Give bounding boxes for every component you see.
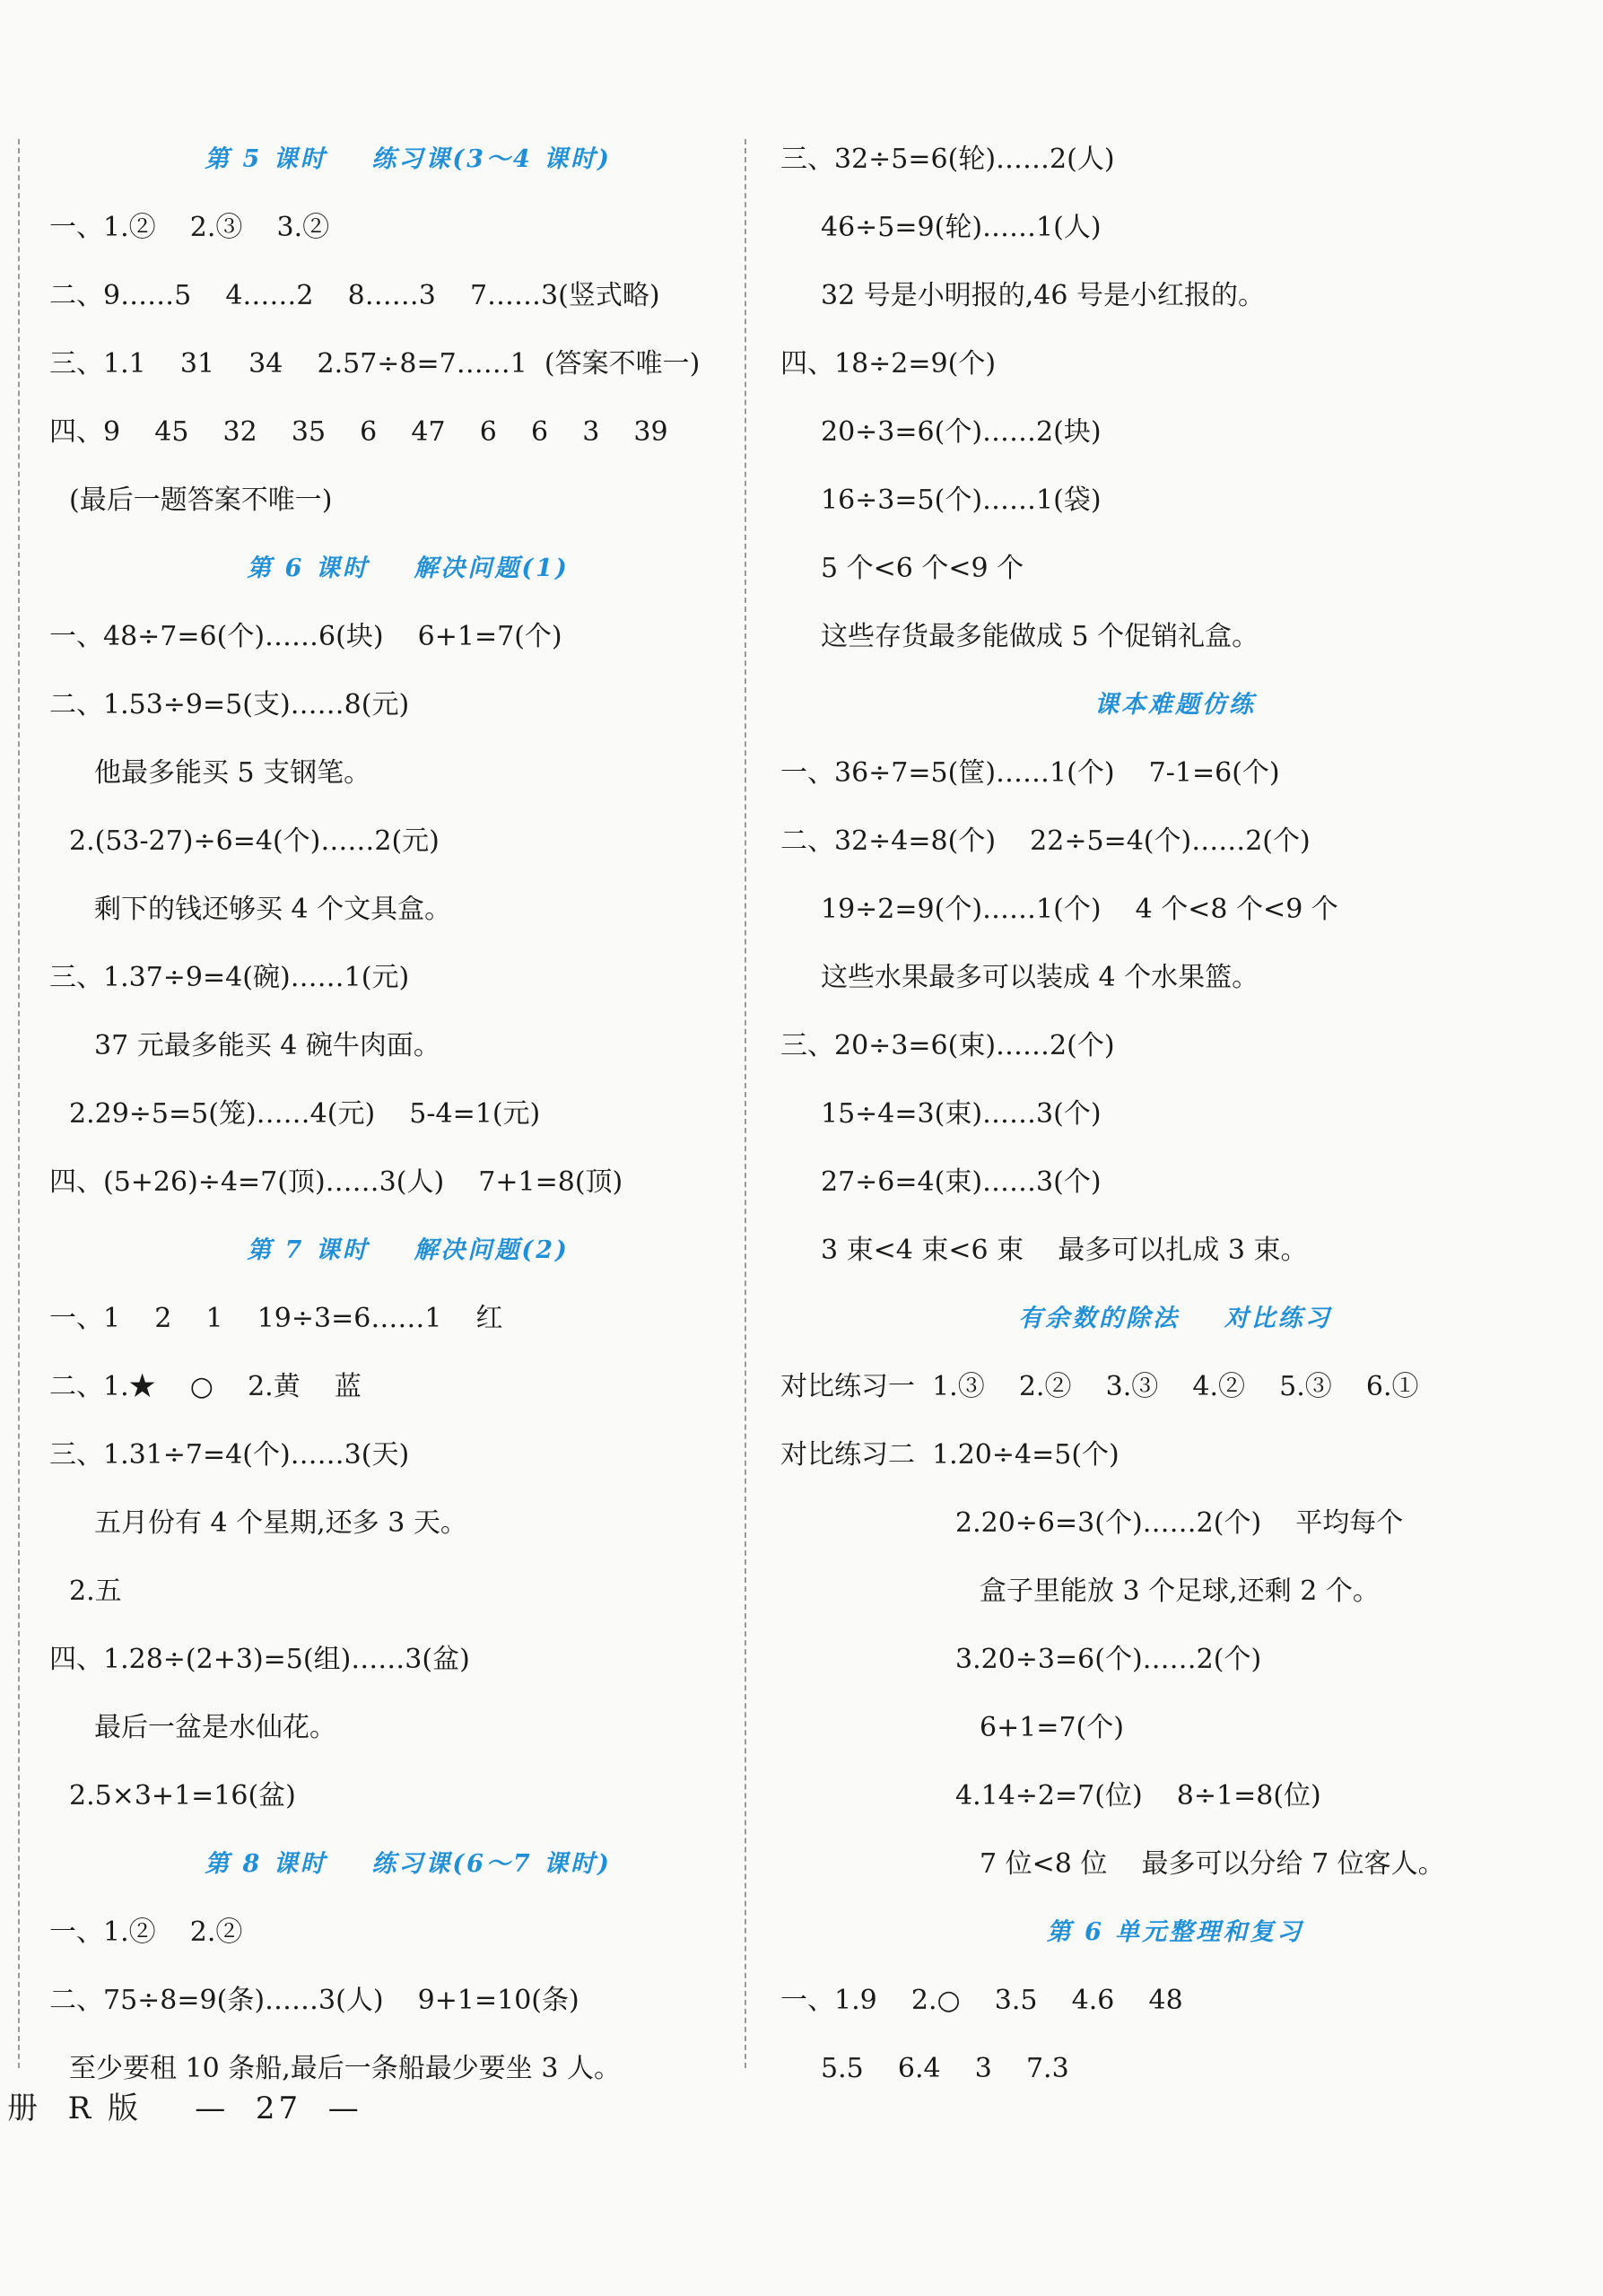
answer-line: 15÷4=3(束)……3(个) — [821, 1098, 1102, 1130]
column-divider — [745, 139, 746, 2068]
answer-line: (最后一题答案不唯一) — [69, 485, 333, 516]
answer-line: 2.20÷6=3(个)……2(个) 平均每个 — [955, 1507, 1404, 1539]
answer-line: 5.5 6.4 3 7.3 — [821, 2053, 1069, 2084]
left-margin-rule — [18, 139, 20, 2068]
answer-line: 四、(5+26)÷4=7(顶)……3(人) 7+1=8(顶) — [49, 1166, 623, 1198]
answer-line: 三、1.37÷9=4(碗)……1(元) — [49, 962, 410, 993]
answer-line: 五月份有 4 个星期,还多 3 天。 — [94, 1507, 467, 1539]
answer-line: 二、32÷4=8(个) 22÷5=4(个)……2(个) — [780, 825, 1311, 857]
answer-line: 四、9 45 32 35 6 47 6 6 3 39 — [49, 416, 668, 448]
answer-line: 6+1=7(个) — [980, 1712, 1124, 1743]
page-footer: 册 R 版 — 27 — — [7, 2091, 362, 2126]
answer-line: 对比练习一 1.③ 2.② 3.③ 4.② 5.③ 6.① — [780, 1371, 1419, 1402]
answer-line: 一、1.② 2.③ 3.② — [49, 212, 330, 243]
answer-line: 7 位<8 位 最多可以分给 7 位客人。 — [980, 1848, 1445, 1880]
section-heading: 第 6 单元整理和复习 — [1046, 1918, 1304, 1946]
section-heading: 第 8 课时 练习课(6～7 课时) — [205, 1850, 612, 1878]
answer-line: 5 个<6 个<9 个 — [821, 553, 1024, 584]
answer-line: 这些水果最多可以装成 4 个水果篮。 — [821, 962, 1259, 993]
answer-line: 2.5×3+1=16(盆) — [69, 1780, 296, 1811]
answer-line: 19÷2=9(个)……1(个) 4 个<8 个<9 个 — [821, 894, 1338, 925]
answer-line: 二、1.★ ○ 2.黄 蓝 — [49, 1371, 362, 1402]
answer-line: 4.14÷2=7(位) 8÷1=8(位) — [955, 1780, 1321, 1811]
answer-line: 他最多能买 5 支钢笔。 — [94, 757, 371, 789]
answer-line: 37 元最多能买 4 碗牛肉面。 — [94, 1030, 440, 1061]
answer-line: 三、1.1 31 34 2.57÷8=7……1 (答案不唯一) — [49, 348, 701, 380]
answer-line: 3 束<4 束<6 束 最多可以扎成 3 束。 — [821, 1235, 1308, 1266]
section-heading: 有余数的除法 对比练习 — [1018, 1305, 1332, 1332]
answer-line: 至少要租 10 条船,最后一条船最少要坐 3 人。 — [69, 2053, 621, 2084]
answer-line: 2.五 — [69, 1576, 122, 1607]
answer-line: 一、1 2 1 19÷3=6……1 红 — [49, 1303, 503, 1334]
answer-line: 一、48÷7=6(个)……6(块) 6+1=7(个) — [49, 621, 562, 652]
answer-line: 二、1.53÷9=5(支)……8(元) — [49, 689, 410, 720]
section-heading: 课本难题仿练 — [1094, 691, 1256, 719]
answer-line: 盒子里能放 3 个足球,还剩 2 个。 — [980, 1576, 1380, 1607]
answer-line: 剩下的钱还够买 4 个文具盒。 — [94, 894, 452, 925]
answer-line: 3.20÷3=6(个)……2(个) — [955, 1644, 1262, 1675]
section-heading: 第 7 课时 解决问题(2) — [247, 1236, 570, 1264]
answer-line: 46÷5=9(轮)……1(人) — [821, 212, 1102, 243]
answer-line: 对比练习二 1.20÷4=5(个) — [780, 1439, 1119, 1471]
answer-line: 四、1.28÷(2+3)=5(组)……3(盆) — [49, 1644, 470, 1675]
section-heading: 第 6 课时 解决问题(1) — [247, 554, 570, 582]
answer-line: 二、75÷8=9(条)……3(人) 9+1=10(条) — [49, 1985, 579, 2016]
right-column — [780, 126, 1570, 2103]
answer-line: 一、1.9 2.○ 3.5 4.6 48 — [780, 1985, 1183, 2016]
answer-line: 三、1.31÷7=4(个)……3(天) — [49, 1439, 410, 1471]
answer-line: 最后一盆是水仙花。 — [94, 1712, 336, 1743]
answer-line: 一、1.② 2.② — [49, 1916, 243, 1948]
answer-line: 2.29÷5=5(笼)……4(元) 5-4=1(元) — [69, 1098, 541, 1130]
answer-line: 这些存货最多能做成 5 个促销礼盒。 — [821, 621, 1259, 652]
answer-line: 2.(53-27)÷6=4(个)……2(元) — [69, 825, 440, 857]
answer-line: 三、32÷5=6(轮)……2(人) — [780, 144, 1115, 175]
answer-line: 三、20÷3=6(束)……2(个) — [780, 1030, 1115, 1061]
answer-line: 32 号是小明报的,46 号是小红报的。 — [821, 280, 1265, 311]
section-heading: 第 5 课时 练习课(3～4 课时) — [205, 145, 612, 173]
answer-line: 16÷3=5(个)……1(袋) — [821, 485, 1102, 516]
left-column — [49, 126, 731, 2103]
answer-line: 一、36÷7=5(筐)……1(个) 7-1=6(个) — [780, 757, 1280, 789]
answer-line: 二、9……5 4……2 8……3 7……3(竖式略) — [49, 280, 660, 311]
answer-line: 27÷6=4(束)……3(个) — [821, 1166, 1102, 1198]
answer-line: 20÷3=6(个)……2(块) — [821, 416, 1102, 448]
answer-line: 四、18÷2=9(个) — [780, 348, 997, 380]
